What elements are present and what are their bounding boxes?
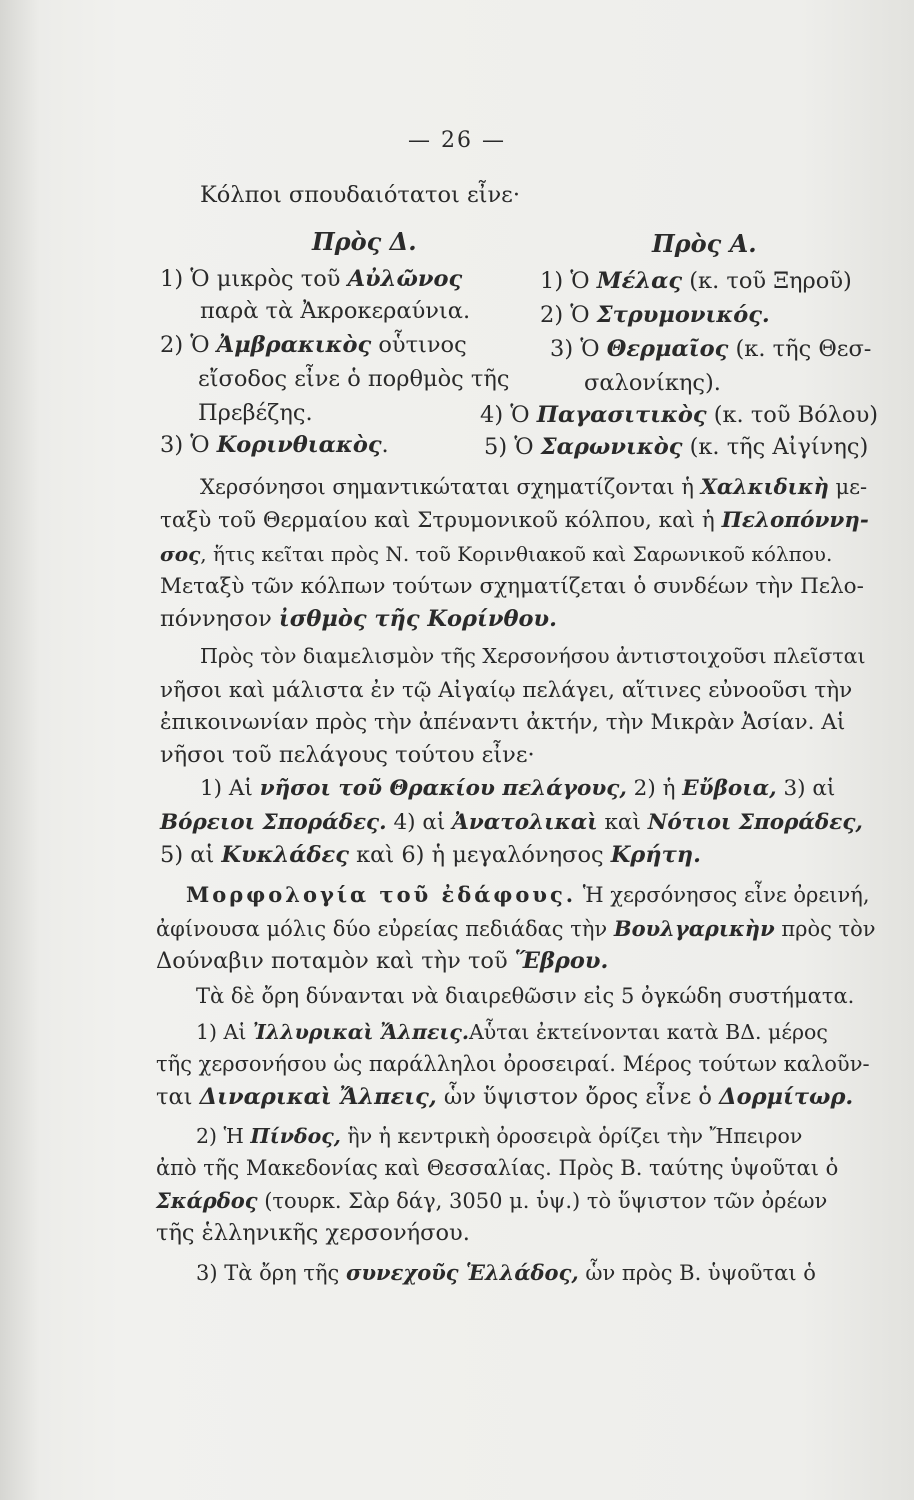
body-line-2: ταξὺ τοῦ Θερμαίου καὶ Στρυμονικοῦ κόλπου, καὶ ἡ Πελοπόννη- xyxy=(160,508,869,533)
body-line-6: Πρὸς τὸν διαμελισμὸν τῆς Χερσονήσου ἀντιστοιχοῦσι πλεῖσται xyxy=(200,644,866,668)
morph-line-11: τῆς ἑλληνικῆς χερσονήσου. xyxy=(156,1220,470,1246)
body-line-9: νῆσοι τοῦ πελάγους τούτου εἶνε· xyxy=(160,742,535,768)
west-line-3: 2) Ὁ Ἀμβρακικὸς οὗτινος xyxy=(160,332,467,358)
west-line-2: παρὰ τὰ Ἀκροκεραύνια. xyxy=(200,298,471,324)
east-line-4: σαλονίκης). xyxy=(584,370,721,396)
body-line-1: Χερσόνησοι σημαντικώταται σχηματίζονται ἡ Χαλκιδικὴ με- xyxy=(200,474,868,499)
morph-line-2: ἀφίνουσα μόλις δύο εὐρείας πεδιάδας τὴν Βουλγαρικὴν πρὸς τὸν xyxy=(156,916,876,941)
body-line-3: σος, ἥτις κεῖται πρὸς Ν. τοῦ Κορινθιακοῦ καὶ Σαρωνικοῦ κόλπου. xyxy=(160,542,833,566)
east-line-6: 5) Ὁ Σαρωνικὸς (κ. τῆς Αἰγίνης) xyxy=(484,434,869,460)
body-line-5: πόννησον ἰσθμὸς τῆς Κορίνθου. xyxy=(160,606,557,632)
east-line-5: 4) Ὁ Παγασιτικὸς (κ. τοῦ Βόλου) xyxy=(480,402,879,428)
west-line-6: 3) Ὁ Κορινθιακὸς. xyxy=(160,432,389,458)
east-heading: Πρὸς Α. xyxy=(652,229,757,258)
east-line-3: 3) Ὁ Θερμαῖος (κ. τῆς Θεσ- xyxy=(550,336,872,362)
body-line-8: ἐπικοινωνίαν πρὸς τὴν ἀπέναντι ἀκτήν, τὴν Μικρὰν Ἀσίαν. Αἱ xyxy=(160,710,846,735)
morph-line-3: Δούναβιν ποταμὸν καὶ τὴν τοῦ Ἕβρου. xyxy=(156,948,609,974)
morph-line-10: Σκάρδος (τουρκ. Σὰρ δάγ, 3050 μ. ὑψ.) τὸ ὕψιστον τῶν ὀρέων xyxy=(156,1188,828,1213)
body-line-11: Βόρειοι Σποράδες. 4) αἱ Ἀνατολικαὶ καὶ Νότιοι Σποράδες, xyxy=(160,810,863,835)
morph-heading: Μορφολογία τοῦ ἐδάφους. xyxy=(186,882,577,907)
page-number: — 26 — xyxy=(408,128,506,153)
morph-line-12: 3) Τὰ ὄρη τῆς συνεχοῦς Ἑλλάδος, ὧν πρὸς Β. ὑψοῦται ὁ xyxy=(196,1260,816,1285)
morph-line-1: Μορφολογία τοῦ ἐδάφους. Ἡ χερσόνησος εἶνε ὀρεινή, xyxy=(186,882,870,907)
body-line-4: Μεταξὺ τῶν κόλπων τούτων σχηματίζεται ὁ συνδέων τὴν Πελο- xyxy=(160,574,864,599)
east-line-2: 2) Ὁ Στρυμονικός. xyxy=(540,302,770,328)
body-line-12: 5) αἱ Κυκλάδες καὶ 6) ἡ μεγαλόνησος Κρήτη. xyxy=(160,842,701,868)
body-line-7: νῆσοι καὶ μάλιστα ἐν τῷ Αἰγαίῳ πελάγει, αἵτινες εὐνοοῦσι τὴν xyxy=(160,678,853,703)
west-line-1: 1) Ὁ μικρὸς τοῦ Αὐλῶνος xyxy=(160,266,463,292)
body-line-10: 1) Αἱ νῆσοι τοῦ Θρακίου πελάγους, 2) ἡ Εὔβοια, 3) αἱ xyxy=(200,776,836,801)
morph-line-6: τῆς χερσονήσου ὡς παράλληλοι ὀροσειραί. Μέρος τούτων καλοῦν- xyxy=(156,1052,870,1076)
west-line-4: εἴσοδος εἶνε ὁ πορθμὸς τῆς xyxy=(198,366,510,392)
west-heading: Πρὸς Δ. xyxy=(312,227,417,256)
morph-line-8: 2) Ἡ Πίνδος, ἣν ἡ κεντρικὴ ὀροσειρὰ ὁρίζει τὴν Ἤπειρον xyxy=(196,1124,803,1148)
morph-line-7: ται Διναρικαὶ Ἄλπεις, ὧν ὕψιστον ὄρος εἶνε ὁ Δορμίτωρ. xyxy=(156,1084,854,1110)
morph-line-9: ἀπὸ τῆς Μακεδονίας καὶ Θεσσαλίας. Πρὸς Β. ταύτης ὑψοῦται ὁ xyxy=(156,1156,839,1180)
morph-line-5: 1) Αἱ Ἰλλυρικαὶ Ἄλπεις.Αὗται ἐκτείνονται κατὰ ΒΔ. μέρος xyxy=(196,1020,828,1044)
intro-line: Κόλποι σπουδαιότατοι εἶνε· xyxy=(200,182,520,208)
west-line-5: Πρεβέζης. xyxy=(198,400,313,426)
east-line-1: 1) Ὁ Μέλας (κ. τοῦ Ξηροῦ) xyxy=(540,268,852,294)
morph-line-4: Τὰ δὲ ὄρη δύνανται νὰ διαιρεθῶσιν εἰς 5 ὀγκώδη συστήματα. xyxy=(196,984,855,1008)
